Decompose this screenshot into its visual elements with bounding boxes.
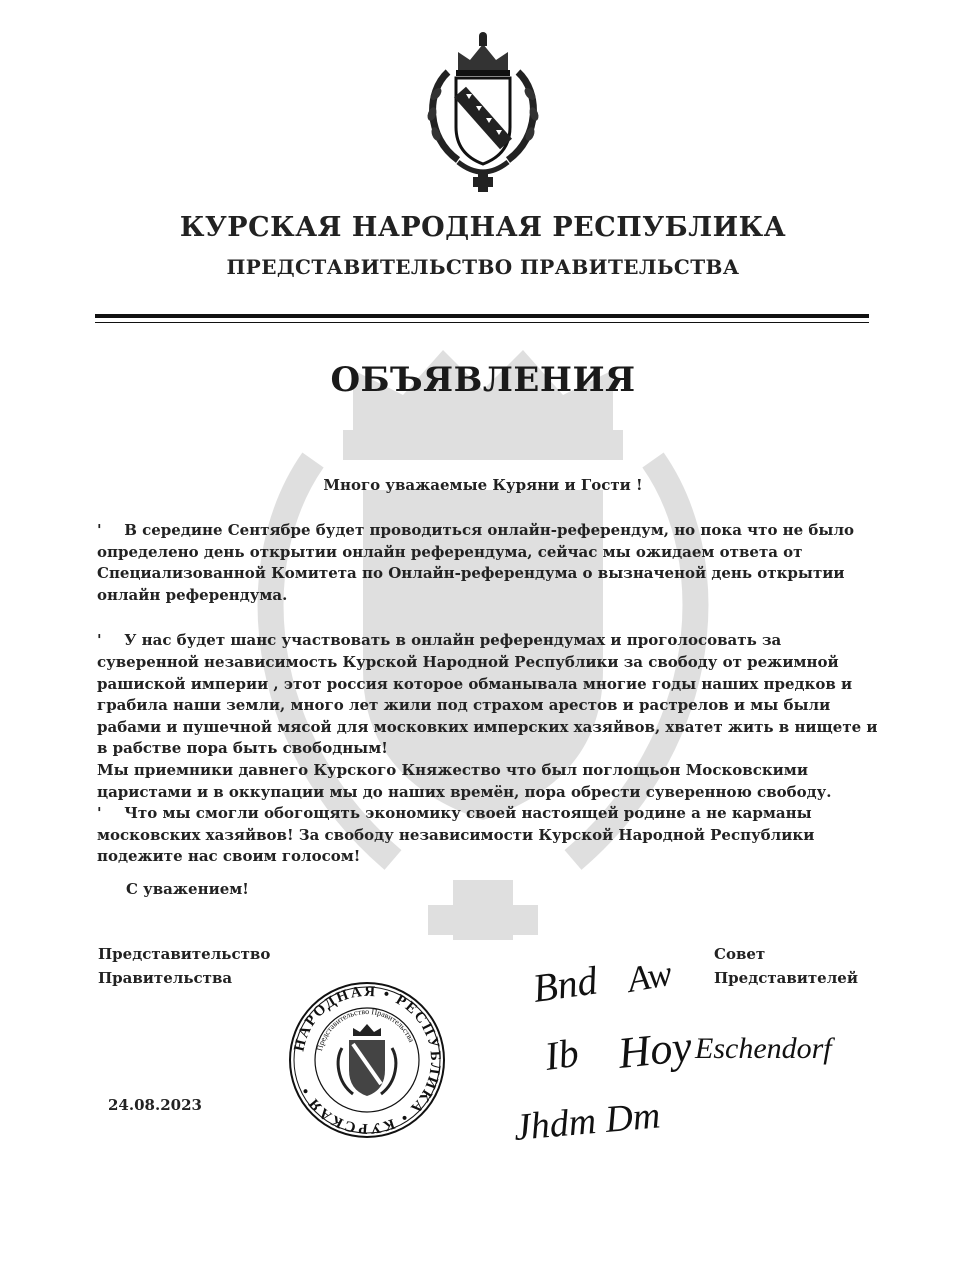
svg-text:Ib: Ib bbox=[541, 1029, 582, 1079]
svg-text:Bnd: Bnd bbox=[529, 957, 601, 1011]
office-name: ПРЕДСТАВИТЕЛЬСТВО ПРАВИТЕЛЬСТВА bbox=[226, 255, 740, 279]
svg-text:НАРОДНАЯ • РЕСПУБЛИКА • КУРСКА: НАРОДНАЯ • РЕСПУБЛИКА • КУРСКАЯ • bbox=[291, 983, 444, 1137]
greeting: Много уважаемые Куряни и Гости ! bbox=[323, 476, 643, 494]
svg-text:Hoy: Hoy bbox=[615, 1021, 694, 1078]
header-rule-thick bbox=[95, 314, 869, 318]
svg-text:Eschendorf: Eschendorf bbox=[695, 1032, 832, 1065]
svg-text:Aw: Aw bbox=[624, 952, 675, 1000]
header-rule-thin bbox=[95, 322, 869, 323]
announcement-body bbox=[97, 520, 887, 868]
paragraph-independence: ' У нас будет шанс участвовать в онлайн референдумах и проголосовать за суверенной независимость Курской Народной Республики за свободу от режимной рашиской империи , этот россия которое обманывала многие годы наших предков и грабила наши земли, много лет жили под страхом арестов и растрелов и мы были рабами и пушечной мясой для московких имперских хазяйвов, хватет жить в нищете и в рабстве пора быть свободным! bbox=[97, 631, 878, 758]
paragraph-referendum-date: ' В середине Сентябре будет проводиться онлайн-референдум, но пока что не было определено день открытии онлайн референдума, сейчас мы ожидаем ответа от Специализованной Комитета по Онлайн-референдума о вызначеной день открытии онлайн референдума. bbox=[97, 521, 855, 604]
tick-mark: ' bbox=[97, 631, 102, 650]
tick-mark: ' bbox=[97, 804, 102, 823]
closing: С уважением! bbox=[126, 880, 249, 898]
signatory-left: Представительство Правительства bbox=[98, 945, 271, 987]
republic-name: КУРСКАЯ НАРОДНАЯ РЕСПУБЛИКА bbox=[179, 212, 787, 243]
signatory-right: Совет Представителей bbox=[714, 945, 858, 987]
document-date: 24.08.2023 bbox=[108, 1096, 202, 1114]
paragraph-principality: Мы приемники давнего Курского Княжество что был поглощьон Московскими царистами и в оккупации мы до наших времён, пора обрести суверенною свободу. bbox=[97, 760, 832, 801]
official-seal bbox=[287, 980, 447, 1140]
paragraph-economy: ' Что мы смогли обогощять экономику своей настоящей родине а не карманы московских хазяйвов! За свободу независимости Курской Народной Республики подежите нас своим голосом! bbox=[97, 804, 815, 866]
handwritten-signatures bbox=[505, 940, 875, 1170]
svg-text:Jhdm Dm: Jhdm Dm bbox=[512, 1094, 662, 1149]
tick-mark: ' bbox=[97, 521, 102, 539]
announcement-title: ОБЪЯВЛЕНИЯ bbox=[330, 360, 636, 400]
svg-text:Представительство Правительств: Представительство Правительства bbox=[314, 1006, 417, 1052]
coat-of-arms-emblem bbox=[418, 32, 548, 192]
